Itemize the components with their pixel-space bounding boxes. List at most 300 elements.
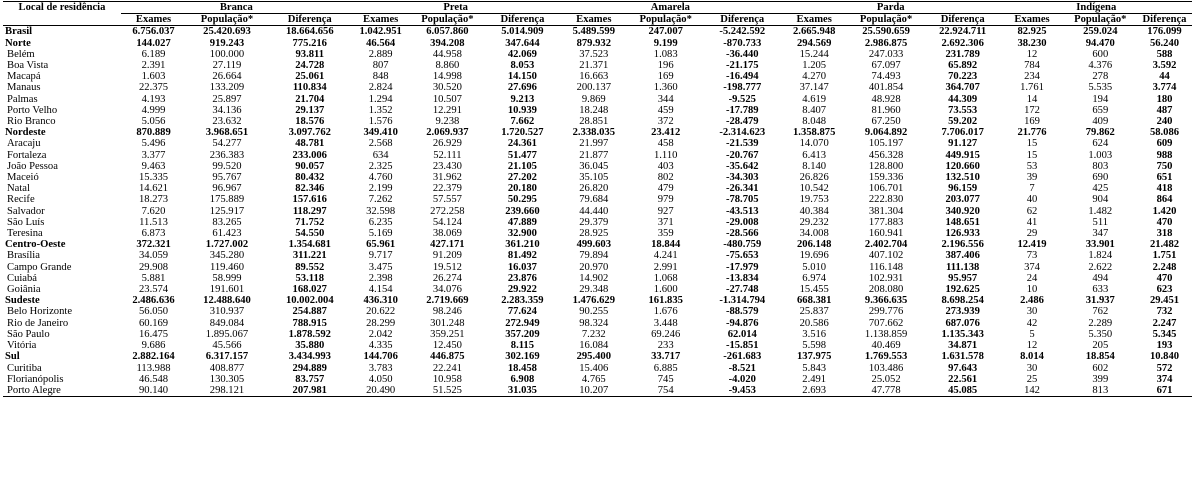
cell-diferenca: -27.748: [725, 284, 759, 296]
cell-exames: 4.270: [802, 71, 827, 83]
city-row: [3, 262, 1192, 273]
cell-exames: 15.244: [799, 48, 829, 60]
cell-exames: 1.205: [802, 60, 827, 72]
city-row: [3, 385, 1192, 397]
group-header-parda: Parda: [781, 2, 1000, 14]
location-name: Belém: [7, 48, 35, 60]
cell-populacao: 624: [1092, 138, 1109, 150]
cell-populacao: 4.376: [1088, 60, 1113, 72]
cell-diferenca: -17.979: [725, 261, 759, 273]
cell-exames: 8.048: [802, 116, 827, 128]
location-name: Recife: [7, 194, 35, 206]
cell-exames: 14.621: [138, 183, 169, 195]
cell-populacao: 12.291: [432, 104, 462, 116]
cell-populacao: 12.450: [432, 340, 462, 352]
cell-populacao: 600: [1092, 48, 1109, 60]
cell-exames: 5.496: [141, 138, 166, 150]
cell-populacao: 1.003: [1088, 149, 1113, 161]
cell-populacao: 236.383: [209, 149, 245, 161]
cell-diferenca: -8.521: [728, 362, 756, 374]
cell-populacao: 9.238: [435, 116, 460, 128]
group-header-amarela: Amarela: [560, 2, 781, 14]
cell-diferenca: 1.751: [1152, 250, 1177, 262]
cell-exames: 44.440: [579, 205, 609, 217]
cell-populacao: 344: [657, 93, 674, 105]
cell-diferenca: 10.939: [507, 104, 537, 116]
group-header-branca: Branca: [121, 2, 352, 14]
cell-exames: 113.988: [136, 362, 171, 374]
cell-diferenca: 609: [1156, 138, 1173, 150]
cell-diferenca: 387.406: [945, 250, 980, 262]
cell-exames: 499.603: [576, 239, 612, 251]
city-row: [3, 206, 1192, 217]
cell-exames: 29.232: [799, 216, 829, 228]
location-name: Natal: [7, 183, 30, 195]
cell-populacao: 69.246: [651, 328, 681, 340]
cell-populacao: 371: [657, 216, 674, 228]
cell-exames: 35.105: [579, 172, 609, 184]
cell-populacao: 1.138.859: [864, 328, 908, 340]
cell-populacao: 95.767: [212, 172, 242, 184]
cell-exames: 3.377: [141, 149, 166, 161]
location-name: Fortaleza: [7, 149, 47, 161]
cell-diferenca: 18.664.656: [285, 26, 334, 38]
city-row: [3, 60, 1192, 71]
cell-populacao: 222.830: [868, 194, 904, 206]
region-row: [3, 239, 1192, 250]
cell-exames: 848: [372, 71, 389, 83]
cell-exames: 9.869: [581, 93, 606, 105]
cell-exames: 62: [1026, 205, 1038, 217]
cell-populacao: 707.662: [868, 317, 904, 329]
cell-populacao: 2.719.669: [426, 295, 469, 307]
cell-populacao: 102.931: [868, 272, 904, 284]
cell-populacao: 1.769.553: [864, 351, 908, 363]
cell-exames: 9.463: [141, 160, 166, 172]
cell-exames: 2.693: [781, 385, 847, 397]
cell-exames: 6.873: [141, 228, 166, 240]
location-header: Local de residência: [3, 2, 121, 26]
cell-diferenca: 2.196.556: [941, 239, 984, 251]
cell-exames: 79.684: [579, 194, 609, 206]
cell-exames: 18.248: [579, 104, 609, 116]
cell-diferenca: 51.477: [507, 149, 537, 161]
cell-populacao: 298.121: [186, 385, 268, 397]
cell-diferenca: 29.451: [1149, 295, 1180, 307]
cell-diferenca: 470: [1156, 216, 1173, 228]
cell-exames: 36.045: [579, 160, 609, 172]
city-row: [3, 116, 1192, 127]
cell-populacao: 58.999: [212, 272, 242, 284]
cell-exames: 15: [1026, 138, 1038, 150]
cell-diferenca: 42.069: [507, 48, 537, 60]
location-name: Boa Vista: [7, 60, 49, 72]
cell-exames: 32.598: [366, 205, 396, 217]
cell-populacao: 54.277: [212, 138, 242, 150]
cell-exames: 4.765: [581, 373, 606, 385]
subcol-header-exames: Exames: [560, 14, 628, 26]
cell-diferenca: 22.561: [948, 373, 978, 385]
cell-exames: 2.824: [368, 82, 393, 94]
cell-exames: 6.756.037: [132, 26, 175, 38]
cell-diferenca: 651: [1156, 172, 1173, 184]
location-name: Porto Alegre: [3, 385, 121, 397]
cell-diferenca: 2.247: [1152, 317, 1177, 329]
cell-populacao: 47.778: [847, 385, 925, 397]
cell-populacao: 22.379: [432, 183, 462, 195]
city-row: [3, 217, 1192, 228]
cell-exames: 40.384: [799, 205, 829, 217]
cell-diferenca: 111.138: [946, 261, 980, 273]
city-row: [3, 71, 1192, 82]
cell-exames: 20.586: [799, 317, 829, 329]
cell-exames: 206.148: [796, 239, 832, 251]
location-name: São Luís: [7, 216, 45, 228]
cell-exames: 21.371: [579, 60, 609, 72]
cell-populacao: 34.076: [432, 284, 462, 296]
cell-diferenca: 1.878.592: [288, 328, 331, 340]
cell-populacao: 803: [1092, 160, 1109, 172]
cell-exames: 20.970: [579, 261, 609, 273]
group-header-preta: Preta: [352, 2, 560, 14]
location-name: Salvador: [7, 205, 45, 217]
cell-populacao: 205: [1092, 340, 1109, 352]
cell-diferenca: 53.118: [295, 272, 325, 284]
cell-populacao: 27.119: [212, 60, 242, 72]
cell-exames: 22.375: [138, 82, 169, 94]
cell-populacao: 25.590.659: [862, 26, 910, 38]
city-row: [3, 284, 1192, 295]
cell-populacao: 919.243: [209, 37, 245, 49]
cell-exames: 2.882.164: [132, 351, 175, 363]
cell-diferenca: 318: [1156, 228, 1173, 240]
cell-exames: 372.321: [136, 239, 171, 251]
cell-diferenca: 302.169: [505, 351, 540, 363]
city-row: [3, 161, 1192, 172]
subcol-header-diferenca: Diferença: [485, 14, 560, 26]
city-row: [3, 306, 1192, 317]
cell-exames: 4.999: [141, 104, 166, 116]
cell-populacao: 96.967: [212, 183, 242, 195]
cell-populacao: 359.251: [430, 328, 465, 340]
cell-diferenca: 27.202: [507, 172, 537, 184]
cell-populacao: 2.289: [1088, 317, 1113, 329]
cell-populacao: 133.209: [209, 82, 245, 94]
cell-exames: 2.338.035: [572, 127, 615, 139]
location-name: Florianópolis: [7, 373, 64, 385]
city-row: [3, 82, 1192, 93]
cell-exames: 29.379: [579, 216, 609, 228]
cell-exames: 1.352: [368, 104, 393, 116]
cell-diferenca: 750: [1156, 160, 1173, 172]
cell-diferenca: 21.105: [507, 160, 537, 172]
cell-diferenca: 3.774: [1152, 82, 1177, 94]
cell-exames: 3.475: [368, 261, 393, 273]
cell-populacao: 1.360: [653, 82, 678, 94]
cell-populacao: 67.250: [871, 116, 901, 128]
cell-exames: 11.513: [139, 216, 168, 228]
cell-exames: 137.975: [796, 351, 832, 363]
cell-populacao: 347: [1092, 228, 1109, 240]
location-name: Teresina: [7, 228, 43, 240]
cell-diferenca: 56.240: [1149, 37, 1180, 49]
cell-populacao: 31.962: [432, 172, 462, 184]
cell-populacao: 51.525: [410, 385, 486, 397]
cell-diferenca: 273.939: [945, 306, 980, 318]
cell-populacao: 602: [1092, 362, 1109, 374]
cell-diferenca: 20.180: [507, 183, 537, 195]
cell-exames: 1.603: [141, 71, 166, 83]
cell-exames: 42: [1026, 317, 1038, 329]
location-name: Manaus: [7, 82, 41, 94]
cell-populacao: 25.420.693: [203, 26, 251, 38]
cell-populacao: 99.520: [212, 160, 242, 172]
cell-diferenca: 231.789: [945, 48, 980, 60]
city-row: [3, 340, 1192, 351]
cell-exames: 28.299: [366, 317, 396, 329]
cell-diferenca: 10.002.004: [285, 295, 334, 307]
city-row: [3, 273, 1192, 284]
cell-diferenca: 192.625: [945, 284, 980, 296]
city-row: [3, 105, 1192, 116]
cell-populacao: 34.136: [212, 104, 242, 116]
region-row: [3, 295, 1192, 306]
cell-exames: 12: [1026, 340, 1038, 352]
cell-exames: 15.406: [579, 362, 609, 374]
cell-populacao: 40.469: [871, 340, 901, 352]
cell-diferenca: -21.539: [725, 138, 759, 150]
cell-exames: 16.663: [579, 71, 609, 83]
cell-populacao: 381.304: [868, 205, 904, 217]
cell-diferenca: 89.552: [295, 261, 325, 273]
cell-populacao: 278: [1092, 71, 1109, 83]
header-row-groups: [3, 2, 1192, 14]
cell-diferenca: 487: [1156, 104, 1173, 116]
cell-populacao: 105.197: [868, 138, 904, 150]
cell-exames: 15.335: [138, 172, 169, 184]
cell-diferenca: 18.458: [507, 362, 537, 374]
cell-exames: 38.230: [1017, 37, 1047, 49]
cell-diferenca: 91.127: [948, 138, 978, 150]
cell-diferenca: -29.008: [725, 216, 759, 228]
cell-exames: 5.843: [802, 362, 827, 374]
cell-populacao: 394.208: [430, 37, 465, 49]
cell-populacao: 409: [1092, 116, 1109, 128]
cell-populacao: 2.402.704: [864, 239, 908, 251]
location-name: Rio Branco: [7, 116, 56, 128]
cell-diferenca: 96.159: [948, 183, 978, 195]
cell-exames: 807: [372, 60, 389, 72]
cell-exames: 6.974: [802, 272, 827, 284]
cell-diferenca: 8.053: [510, 60, 535, 72]
cell-populacao: 301.248: [430, 317, 465, 329]
location-name: Porto Velho: [7, 104, 58, 116]
cell-exames: 8.014: [1020, 351, 1044, 363]
cell-populacao: 61.423: [212, 228, 242, 240]
cell-exames: 14: [1026, 93, 1038, 105]
cell-populacao: 79.862: [1085, 127, 1115, 139]
cell-exames: 4.154: [368, 284, 393, 296]
subcol-header-diferenca: Diferença: [925, 14, 1001, 26]
cell-populacao: 57.557: [432, 194, 462, 206]
cell-populacao: 2.622: [1088, 261, 1113, 273]
cell-exames: 4.760: [368, 172, 393, 184]
cell-diferenca: 207.981: [268, 385, 352, 397]
cell-populacao: 67.097: [871, 60, 901, 72]
cell-exames: 60.169: [138, 317, 169, 329]
cell-diferenca: -198.777: [723, 82, 762, 94]
cell-diferenca: 71.752: [295, 216, 325, 228]
cell-diferenca: 203.077: [945, 194, 980, 206]
cell-populacao: 359: [657, 228, 674, 240]
cell-populacao: 1.895.067: [205, 328, 249, 340]
cell-exames: 295.400: [576, 351, 612, 363]
cell-populacao: 272.258: [430, 205, 465, 217]
cell-populacao: 659: [1092, 104, 1109, 116]
data-table: [3, 1, 1192, 397]
cell-populacao: 247.007: [648, 26, 683, 38]
cell-exames: 6.235: [368, 216, 393, 228]
cell-diferenca: 24.361: [507, 138, 537, 150]
cell-diferenca: 45.085: [925, 385, 1001, 397]
city-row: [3, 183, 1192, 194]
cell-diferenca: -261.683: [723, 351, 762, 363]
cell-populacao: 979: [657, 194, 674, 206]
cell-populacao: 2.069.937: [426, 127, 469, 139]
cell-diferenca: 44.309: [948, 93, 978, 105]
cell-diferenca: 10.840: [1149, 351, 1180, 363]
cell-diferenca: 311.221: [292, 250, 327, 262]
cell-diferenca: 118.297: [292, 205, 327, 217]
cell-exames: 20.490: [352, 385, 410, 397]
cell-populacao: 762: [1092, 306, 1109, 318]
cell-populacao: 458: [657, 138, 674, 150]
cell-populacao: 425: [1092, 183, 1109, 195]
cell-populacao: 130.305: [209, 373, 245, 385]
cell-exames: 28.851: [579, 116, 609, 128]
location-name: Brasília: [7, 250, 40, 262]
cell-exames: 2.042: [368, 328, 393, 340]
cell-diferenca: 180: [1156, 93, 1173, 105]
cell-populacao: 345.280: [209, 250, 245, 262]
subcol-header-populacao: População*: [186, 14, 268, 26]
cell-exames: 1.576: [368, 116, 393, 128]
cell-exames: 200.137: [576, 82, 612, 94]
cell-populacao: 30.520: [432, 82, 462, 94]
cell-diferenca: 27.696: [507, 82, 537, 94]
cell-diferenca: 110.834: [292, 82, 327, 94]
cell-exames: 1.358.875: [793, 127, 836, 139]
cell-populacao: 128.800: [868, 160, 904, 172]
cell-exames: 19.753: [799, 194, 829, 206]
cell-diferenca: 18.576: [295, 116, 325, 128]
cell-exames: 2.491: [802, 373, 827, 385]
cell-exames: 12.419: [1017, 239, 1047, 251]
cell-diferenca: 48.781: [295, 138, 325, 150]
subcol-header-populacao: População*: [847, 14, 925, 26]
cell-exames: 9.717: [368, 250, 393, 262]
city-row: [3, 94, 1192, 105]
cell-populacao: 18.854: [1085, 351, 1115, 363]
cell-populacao: 83.265: [212, 216, 242, 228]
cell-diferenca: 148.651: [945, 216, 980, 228]
table-header: [3, 2, 1192, 26]
cell-exames: 5.056: [141, 116, 166, 128]
cell-populacao: 33.717: [651, 351, 681, 363]
cell-populacao: 3.968.651: [205, 127, 249, 139]
cell-exames: 28.925: [579, 228, 609, 240]
cell-populacao: 399: [1092, 373, 1109, 385]
cell-exames: 10.542: [799, 183, 829, 195]
cell-exames: 144.706: [363, 351, 398, 363]
cell-exames: 2.398: [368, 272, 393, 284]
cell-populacao: 9.199: [653, 37, 678, 49]
cell-diferenca: 80.432: [295, 172, 325, 184]
cell-diferenca: -9.453: [703, 385, 781, 397]
location-name: João Pessoa: [7, 160, 58, 172]
cell-exames: 234: [1024, 71, 1040, 83]
cell-diferenca: -13.834: [725, 272, 759, 284]
cell-populacao: 299.776: [868, 306, 904, 318]
cell-diferenca: 671: [1137, 385, 1192, 397]
cell-exames: 24: [1026, 272, 1038, 284]
cell-populacao: 26.929: [432, 138, 462, 150]
cell-populacao: 511: [1092, 216, 1109, 228]
region-row: [3, 127, 1192, 138]
region-row: [3, 26, 1192, 38]
cell-diferenca: 239.660: [505, 205, 540, 217]
cell-exames: 5.489.599: [572, 26, 615, 38]
cell-exames: 6.189: [141, 48, 166, 60]
cell-diferenca: 3.097.762: [288, 127, 331, 139]
cell-exames: 34.059: [138, 250, 169, 262]
cell-populacao: 160.941: [868, 228, 904, 240]
cell-diferenca: -870.733: [723, 37, 762, 49]
cell-diferenca: 176.099: [1147, 26, 1182, 38]
subcol-header-exames: Exames: [1000, 14, 1063, 26]
cell-populacao: 33.901: [1085, 239, 1115, 251]
cell-populacao: 100.000: [209, 48, 245, 60]
cell-diferenca: 70.223: [948, 71, 978, 83]
cell-populacao: 196: [657, 60, 674, 72]
cell-diferenca: 240: [1156, 116, 1173, 128]
cell-exames: 16.084: [579, 340, 609, 352]
cell-diferenca: 54.550: [295, 228, 325, 240]
cell-diferenca: 470: [1156, 272, 1173, 284]
cell-exames: 25.837: [799, 306, 829, 318]
cell-exames: 18.273: [138, 194, 169, 206]
cell-populacao: 74.493: [871, 71, 901, 83]
cell-exames: 34.008: [799, 228, 829, 240]
cell-populacao: 12.488.640: [203, 295, 251, 307]
cell-populacao: 6.057.860: [426, 26, 469, 38]
cell-diferenca: 21.704: [295, 93, 325, 105]
cell-populacao: 754: [628, 385, 704, 397]
cell-populacao: 10.958: [432, 373, 462, 385]
cell-populacao: 927: [657, 205, 674, 217]
cell-populacao: 94.470: [1085, 37, 1115, 49]
cell-diferenca: 34.871: [948, 340, 978, 352]
cell-exames: 90.140: [121, 385, 186, 397]
cell-diferenca: 988: [1156, 149, 1173, 161]
cell-populacao: 459: [657, 104, 674, 116]
cell-diferenca: 50.295: [507, 194, 537, 206]
cell-populacao: 14.998: [432, 71, 462, 83]
cell-diferenca: 623: [1156, 284, 1173, 296]
cell-populacao: 1.676: [653, 306, 678, 318]
cell-diferenca: 22.924.711: [939, 26, 987, 38]
cell-exames: 2.486.636: [132, 295, 175, 307]
